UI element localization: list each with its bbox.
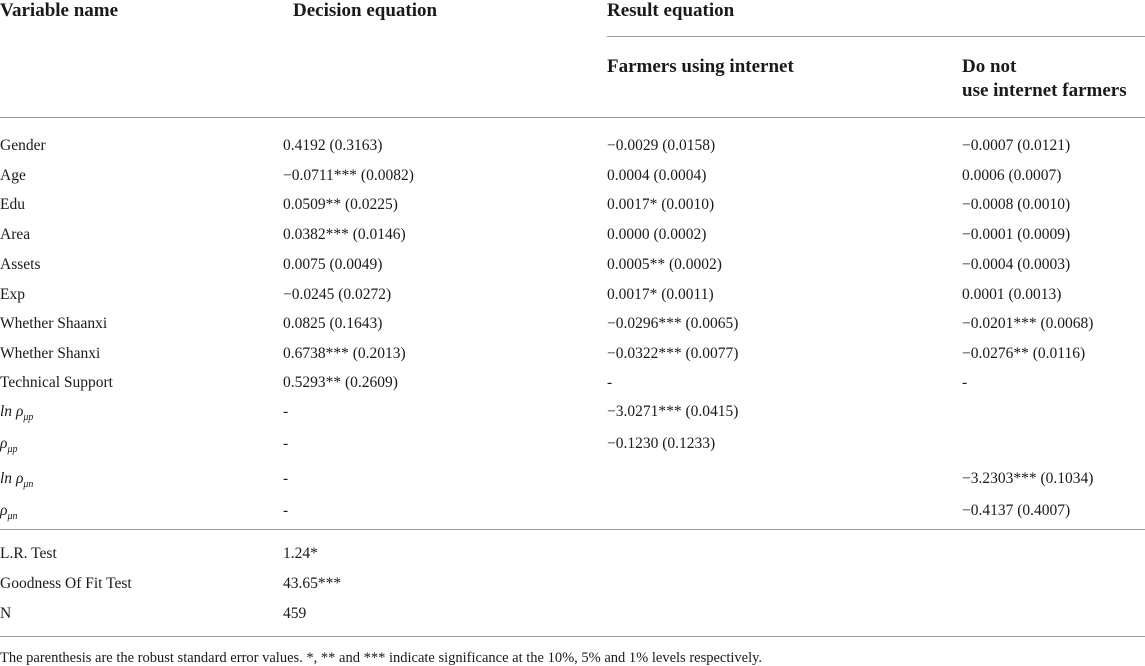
row-decision: 0.5293** (0.2609)	[283, 374, 398, 391]
math-row-name	[0, 470, 33, 494]
row-decision: 0.0825 (0.1643)	[283, 315, 383, 332]
math-subscript: μp	[23, 412, 34, 423]
math-subscript: μn	[7, 511, 18, 522]
row-decision: -	[283, 435, 289, 452]
row-not-using: 0.0006 (0.0007)	[962, 167, 1062, 184]
body-divider	[0, 529, 1145, 530]
math-row-name	[0, 435, 17, 459]
math-symbol: ρ	[15, 403, 24, 420]
row-name: Gender	[0, 137, 46, 154]
row-using: −0.0029 (0.0158)	[607, 137, 716, 154]
math-prefix: ln	[0, 403, 16, 420]
stat-name: Goodness Of Fit Test	[0, 575, 132, 592]
math-subscript: μn	[23, 479, 34, 490]
row-not-using: −0.0007 (0.0121)	[962, 137, 1071, 154]
header-not-use-line-1: Do not	[962, 56, 1017, 77]
row-decision: 0.0382*** (0.0146)	[283, 226, 406, 243]
row-using: 0.0017* (0.0011)	[607, 286, 714, 303]
header-result-equation: Result equation	[607, 0, 735, 21]
row-using: −0.1230 (0.1233)	[607, 435, 716, 452]
header-decision-equation: Decision equation	[293, 0, 438, 21]
row-using: −3.0271*** (0.0415)	[607, 403, 739, 420]
row-using: 0.0017* (0.0010)	[607, 196, 715, 213]
stat-value: 1.24*	[283, 545, 318, 562]
math-subscript: μp	[7, 444, 18, 455]
row-decision: −0.0245 (0.0272)	[283, 286, 392, 303]
row-using: 0.0004 (0.0004)	[607, 167, 707, 184]
row-using: -	[607, 374, 613, 391]
row-using: 0.0005** (0.0002)	[607, 256, 722, 273]
row-name: Edu	[0, 196, 25, 213]
row-not-using: −0.0001 (0.0009)	[962, 226, 1071, 243]
row-not-using: −0.0004 (0.0003)	[962, 256, 1071, 273]
header-divider	[0, 117, 1145, 118]
row-name: Whether Shanxi	[0, 345, 101, 362]
row-not-using: −0.0008 (0.0010)	[962, 196, 1071, 213]
math-symbol: ρ	[0, 435, 8, 452]
stat-name: N	[0, 605, 12, 622]
row-decision: -	[283, 502, 289, 519]
row-not-using: 0.0001 (0.0013)	[962, 286, 1062, 303]
row-name: Age	[0, 167, 26, 184]
row-decision: 0.0075 (0.0049)	[283, 256, 383, 273]
header-not-use-line-2: use internet farmers	[962, 80, 1127, 101]
row-name: Area	[0, 226, 31, 243]
row-not-using: −0.0276** (0.0116)	[962, 345, 1086, 362]
stat-name: L.R. Test	[0, 545, 57, 562]
row-using: −0.0322*** (0.0077)	[607, 345, 739, 362]
stat-value: 459	[283, 605, 307, 622]
header-farmers-using-internet: Farmers using internet	[607, 56, 794, 77]
row-not-using: −0.0201*** (0.0068)	[962, 315, 1094, 332]
row-not-using: −0.4137 (0.4007)	[962, 502, 1071, 519]
math-row-name	[0, 502, 17, 526]
table-footnote: The parenthesis are the robust standard error values. *, ** and *** indicate significance at the 10%, 5% and 1% levels respectively.	[0, 650, 763, 666]
row-name: Assets	[0, 256, 41, 273]
row-name: Whether Shaanxi	[0, 315, 108, 332]
result-subheader-divider	[607, 36, 1145, 37]
math-prefix: ln	[0, 470, 16, 487]
footer-divider	[0, 636, 1145, 637]
row-using: 0.0000 (0.0002)	[607, 226, 707, 243]
header-variable-name: Variable name	[0, 0, 119, 21]
math-row-name	[0, 403, 33, 427]
math-symbol: ρ	[0, 502, 8, 519]
row-decision: -	[283, 470, 289, 487]
stat-value: 43.65***	[283, 575, 342, 592]
row-decision: -	[283, 403, 289, 420]
row-decision: 0.0509** (0.0225)	[283, 196, 398, 213]
row-using: −0.0296*** (0.0065)	[607, 315, 739, 332]
row-name: Exp	[0, 286, 25, 303]
row-decision: 0.4192 (0.3163)	[283, 137, 383, 154]
row-decision: 0.6738*** (0.2013)	[283, 345, 406, 362]
row-name: Technical Support	[0, 374, 113, 391]
row-not-using: -	[962, 374, 968, 391]
row-decision: −0.0711*** (0.0082)	[283, 167, 414, 184]
math-symbol: ρ	[15, 470, 24, 487]
row-not-using: −3.2303*** (0.1034)	[962, 470, 1094, 487]
